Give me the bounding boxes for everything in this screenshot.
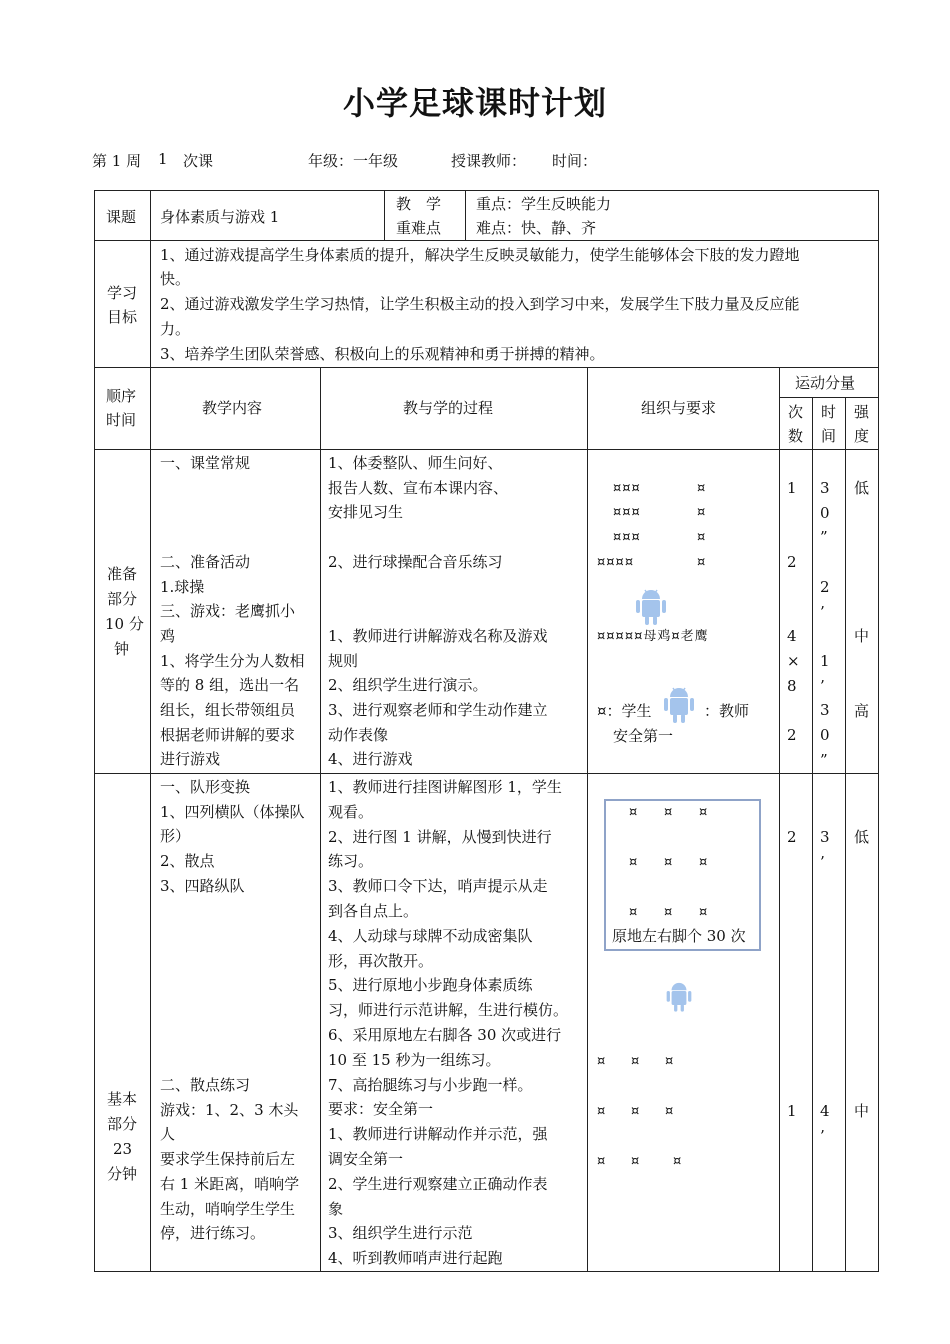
header-intensity: 度 bbox=[854, 427, 870, 445]
basic-process-line: 10 至 15 秒为一组练习。 bbox=[328, 1050, 501, 1069]
time-label: 时间： bbox=[552, 152, 598, 170]
key-point: 重点：学生反映能力 bbox=[476, 195, 612, 213]
header-times: 次 bbox=[788, 403, 804, 421]
basic-process-line: 6、采用原地左右脚各 30 次或进行 bbox=[328, 1026, 562, 1044]
basic-content-line: 1、四列横队（体操队 bbox=[160, 802, 305, 821]
table-border-right bbox=[878, 190, 879, 1272]
intensity-low: 低 bbox=[854, 479, 870, 497]
student-marker: ¤ bbox=[664, 805, 674, 820]
basic-process-line: 3、组织学生进行示范 bbox=[328, 1224, 473, 1243]
student-marker: ¤ bbox=[665, 1054, 675, 1069]
header-order-2: 时间 bbox=[106, 411, 137, 429]
intensity-high: 高 bbox=[854, 702, 870, 720]
col-divider bbox=[150, 367, 151, 1272]
basic-label: 23 bbox=[113, 1140, 133, 1158]
header-content: 教学内容 bbox=[202, 399, 263, 417]
prep-duration-value: 0 bbox=[820, 503, 830, 522]
basic-process-line: 5、进行原地小步跑身体素质练 bbox=[328, 976, 533, 995]
student-marker: ¤ bbox=[629, 855, 639, 870]
goal-line: 3、培养学生团队荣誉感、积极向上的乐观精神和勇于拼搏的精神。 bbox=[160, 345, 605, 363]
student-marker: ¤ bbox=[664, 905, 674, 920]
basic-process-line: 习，师进行示范讲解，生进行模仿。 bbox=[328, 1001, 569, 1020]
key-label-1: 教 学 bbox=[396, 195, 442, 213]
prep-content-line: 组长，组长带领组员 bbox=[160, 701, 296, 719]
prep-content-line: 一、课堂常规 bbox=[160, 454, 251, 472]
prep-label: 钟 bbox=[114, 640, 130, 658]
basic-content-line: 二、散点练习 bbox=[160, 1076, 251, 1094]
formation-row: ¤¤¤ bbox=[613, 481, 641, 496]
prep-times-value: 4 bbox=[787, 627, 797, 646]
prep-label: 准备 bbox=[107, 565, 138, 583]
formation-row: ¤¤¤¤ bbox=[597, 555, 635, 570]
goal-line: 2、通过游戏激发学生学习热情，让学生积极主动的投入到学习中来，发展学生下肢力量及反应能 bbox=[160, 295, 800, 313]
safety-note: 安全第一 bbox=[613, 727, 674, 745]
col-divider bbox=[587, 367, 588, 1272]
basic-process-line: 7、高抬腿练习与小步跑一样。 bbox=[328, 1075, 533, 1094]
basic-label: 分钟 bbox=[107, 1165, 138, 1183]
formation-single: ¤ bbox=[697, 530, 707, 545]
basic-process-line: 3、教师口令下达，哨声提示从走 bbox=[328, 877, 548, 896]
prep-times-value: 8 bbox=[787, 676, 797, 695]
formation-row: ¤¤¤ bbox=[613, 505, 641, 520]
prep-duration-value: 3 bbox=[820, 479, 830, 497]
basic-times: 2 bbox=[787, 828, 797, 846]
formation-single: ¤ bbox=[697, 505, 707, 520]
topic-label: 课题 bbox=[106, 208, 137, 226]
basic-content-line: 右 1 米距离，哨响学 bbox=[160, 1174, 300, 1193]
basic-process-line: 2、进行图 1 讲解，从慢到快进行 bbox=[328, 827, 552, 846]
header-load: 运动分量 bbox=[795, 374, 856, 392]
student-marker: ¤ bbox=[631, 1104, 641, 1119]
prep-process-line: 动作表像 bbox=[328, 725, 389, 744]
prep-times-value: × bbox=[787, 651, 800, 670]
basic-process-line: 调安全第一 bbox=[328, 1150, 404, 1168]
basic-label: 基本 bbox=[107, 1090, 138, 1108]
basic-process-line: 观看。 bbox=[328, 802, 374, 821]
prep-content-line: 1、将学生分为人数相 bbox=[160, 651, 305, 670]
basic-process-line: 2、学生进行观察建立正确动作表 bbox=[328, 1174, 548, 1193]
student-marker: ¤ bbox=[673, 1154, 683, 1169]
prep-duration-value: 2 bbox=[820, 577, 830, 596]
prep-process-line: 1、体委整队、师生问好、 bbox=[328, 454, 503, 472]
prep-content-line: 1.球操 bbox=[160, 577, 205, 596]
col-divider bbox=[779, 367, 780, 1272]
intensity-mid: 中 bbox=[854, 627, 870, 645]
basic-content-line: 停，进行练习。 bbox=[160, 1224, 266, 1243]
header-order-1: 顺序 bbox=[106, 387, 137, 405]
prep-process-line: 2、进行球操配合音乐练习 bbox=[328, 552, 503, 571]
prep-content-line: 进行游戏 bbox=[160, 750, 221, 769]
prep-times-value: 2 bbox=[787, 553, 797, 572]
basic-duration: 3 bbox=[820, 828, 830, 846]
teacher-icon bbox=[665, 978, 693, 1014]
topic-value: 身体素质与游戏 1 bbox=[160, 208, 280, 226]
student-marker: ¤ bbox=[629, 905, 639, 920]
prep-process-line: 安排见习生 bbox=[328, 503, 404, 522]
box-caption: 原地左右脚个 30 次 bbox=[612, 927, 746, 945]
row-divider bbox=[94, 367, 879, 368]
header-org: 组织与要求 bbox=[641, 399, 717, 417]
table-border-left bbox=[94, 190, 95, 1272]
teacher-icon bbox=[662, 683, 696, 725]
teacher-icon bbox=[634, 585, 668, 627]
basic-process-line: 形，再次散开。 bbox=[328, 951, 434, 970]
student-marker: ¤ bbox=[699, 905, 709, 920]
prep-process-line: 规则 bbox=[328, 651, 359, 670]
legend-teacher: ：教师 bbox=[704, 702, 750, 720]
prep-duration-value: 1 bbox=[820, 651, 830, 670]
prep-process-line: 报告人数、宣布本课内容、 bbox=[328, 478, 509, 497]
student-marker: ¤ bbox=[597, 1104, 607, 1119]
formation-single: ¤ bbox=[697, 481, 707, 496]
student-marker: ¤ bbox=[597, 1054, 607, 1069]
basic-process-line: 4、听到教师哨声进行起跑 bbox=[328, 1249, 503, 1268]
col-divider bbox=[150, 190, 151, 240]
header-intensity: 强 bbox=[854, 403, 870, 421]
goal-line: 力。 bbox=[160, 320, 191, 338]
col-divider bbox=[812, 397, 813, 1272]
prep-duration-value: ” bbox=[820, 750, 828, 769]
basic-process-line: 1、教师进行挂图讲解图形 1，学生 bbox=[328, 778, 562, 796]
basic-duration: ’ bbox=[820, 1127, 825, 1145]
student-marker: ¤ bbox=[631, 1054, 641, 1069]
basic-process-line: 练习。 bbox=[328, 852, 374, 871]
basic-duration: ’ bbox=[820, 853, 825, 871]
header-process: 教与学的过程 bbox=[403, 399, 494, 417]
row-divider bbox=[94, 449, 879, 450]
col-divider bbox=[150, 240, 151, 367]
formation-single: ¤ bbox=[697, 555, 707, 570]
goals-label-2: 目标 bbox=[107, 308, 138, 326]
page-title: 小学足球课时计划 bbox=[342, 84, 607, 122]
col-divider bbox=[465, 190, 466, 240]
row-divider bbox=[779, 397, 879, 398]
basic-content-line: 要求学生保持前后左 bbox=[160, 1150, 296, 1169]
basic-content-line: 2、散点 bbox=[160, 852, 215, 871]
basic-content-line: 人 bbox=[160, 1125, 176, 1144]
intensity-mid: 中 bbox=[854, 1102, 870, 1120]
legend-student: ¤：学生 bbox=[597, 702, 652, 720]
student-marker: ¤ bbox=[629, 805, 639, 820]
student-marker: ¤ bbox=[699, 855, 709, 870]
lesson-unit: 次课 bbox=[183, 152, 214, 170]
row-divider bbox=[94, 773, 879, 774]
basic-process-line: 要求：安全第一 bbox=[328, 1100, 434, 1119]
student-marker: ¤ bbox=[699, 805, 709, 820]
basic-content-line: 形） bbox=[160, 827, 191, 846]
col-divider bbox=[845, 397, 846, 1272]
prep-duration-value: 0 bbox=[820, 726, 830, 744]
grade-label: 年级：一年级 bbox=[308, 152, 399, 170]
basic-process-line: 象 bbox=[328, 1199, 344, 1218]
intensity-low: 低 bbox=[854, 828, 870, 846]
prep-process-line: 3、进行观察老师和学生动作建立 bbox=[328, 701, 548, 719]
basic-duration: 4 bbox=[820, 1102, 830, 1120]
prep-duration-value: ’ bbox=[820, 676, 825, 695]
prep-process-line: 2、组织学生进行演示。 bbox=[328, 676, 488, 695]
lesson-number: 1 bbox=[158, 150, 168, 168]
header-duration: 间 bbox=[821, 427, 837, 445]
basic-process-line: 1、教师进行讲解动作并示范，强 bbox=[328, 1125, 548, 1144]
key-label-2: 重难点 bbox=[396, 219, 442, 237]
teacher-label: 授课教师： bbox=[451, 152, 527, 170]
prep-duration-value: 3 bbox=[820, 701, 830, 720]
prep-content-line: 二、准备活动 bbox=[160, 552, 251, 571]
student-marker: ¤ bbox=[665, 1104, 675, 1119]
prep-times-value: 1 bbox=[787, 479, 797, 497]
formation-row: ¤¤¤ bbox=[613, 530, 641, 545]
week-label: 第 1 周 bbox=[92, 152, 142, 170]
student-marker: ¤ bbox=[664, 855, 674, 870]
basic-process-line: 4、人动球与球牌不动成密集队 bbox=[328, 926, 533, 945]
prep-content-line: 等的 8 组，选出一名 bbox=[160, 676, 300, 695]
difficulty: 难点：快、静、齐 bbox=[476, 219, 597, 237]
game-formation: ¤¤¤¤¤母鸡¤老鹰 bbox=[597, 629, 709, 644]
basic-content-line: 生动，哨响学生学生 bbox=[160, 1199, 296, 1218]
table-border-top bbox=[94, 190, 879, 191]
col-divider bbox=[320, 367, 321, 1272]
goals-label-1: 学习 bbox=[107, 284, 138, 302]
basic-content-line: 游戏：1、2、3 木头 bbox=[160, 1100, 299, 1119]
prep-label: 10 分 bbox=[105, 615, 144, 633]
prep-label: 部分 bbox=[107, 590, 138, 608]
goal-line: 1、通过游戏提高学生身体素质的提升，解决学生反映灵敏能力，使学生能够体会下肢的发力蹬地 bbox=[160, 246, 800, 264]
header-duration: 时 bbox=[821, 403, 837, 421]
student-marker: ¤ bbox=[631, 1154, 641, 1169]
prep-process-line: 1、教师进行讲解游戏名称及游戏 bbox=[328, 626, 548, 645]
basic-content-line: 3、四路纵队 bbox=[160, 876, 245, 895]
prep-content-line: 三、游戏：老鹰抓小 bbox=[160, 602, 296, 621]
basic-times: 1 bbox=[787, 1102, 797, 1120]
prep-process-line: 4、进行游戏 bbox=[328, 750, 413, 769]
basic-process-line: 到各自点上。 bbox=[328, 902, 419, 920]
prep-times-value: 2 bbox=[787, 726, 797, 744]
prep-content-line: 鸡 bbox=[160, 626, 176, 645]
basic-content-line: 一、队形变换 bbox=[160, 778, 251, 796]
prep-duration-value: ” bbox=[820, 528, 828, 547]
header-times: 数 bbox=[788, 427, 804, 445]
prep-duration-value: ’ bbox=[820, 602, 825, 621]
goal-line: 快。 bbox=[160, 270, 191, 288]
col-divider bbox=[384, 190, 385, 240]
student-marker: ¤ bbox=[597, 1154, 607, 1169]
prep-content-line: 根据老师讲解的要求 bbox=[160, 725, 296, 744]
basic-label: 部分 bbox=[107, 1115, 138, 1133]
